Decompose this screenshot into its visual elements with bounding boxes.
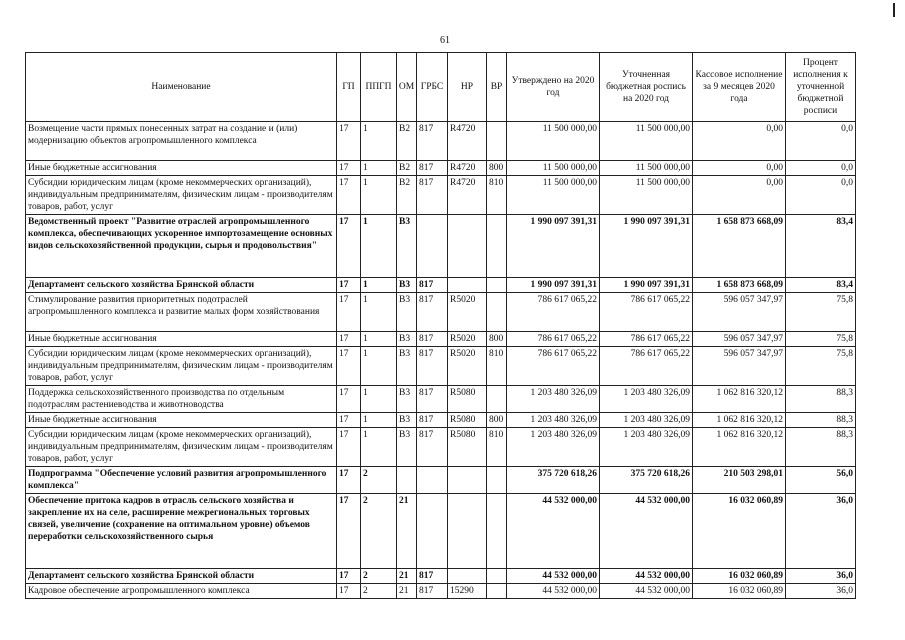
row-approved: 44 532 000,00 bbox=[507, 494, 600, 569]
row-om: В3 bbox=[397, 293, 417, 332]
row-ppgp: 1 bbox=[361, 122, 397, 161]
row-cash: 1 062 816 320,12 bbox=[693, 386, 786, 413]
table-row bbox=[26, 494, 856, 569]
table-row bbox=[26, 122, 856, 161]
row-ppgp: 1 bbox=[361, 428, 397, 467]
row-vr: 800 bbox=[487, 332, 507, 347]
row-name: Ведомственный проект "Развитие отраслей агропромышленного комплекса, обеспечивающих ускоренное импортозамещение основных видов сельскохозяйственной продукции, сырья и продовольствия" bbox=[26, 215, 337, 278]
row-np: R5020 bbox=[448, 293, 487, 332]
row-cash: 16 032 060,89 bbox=[693, 584, 786, 599]
row-grbs: 817 bbox=[417, 347, 448, 386]
row-cash: 596 057 347,97 bbox=[693, 332, 786, 347]
row-percent: 88,3 bbox=[786, 386, 856, 413]
row-name: Департамент сельского хозяйства Брянской области bbox=[26, 278, 337, 293]
row-percent: 88,3 bbox=[786, 428, 856, 467]
row-gp: 17 bbox=[337, 293, 361, 332]
row-percent: 36,0 bbox=[786, 584, 856, 599]
row-cash: 596 057 347,97 bbox=[693, 293, 786, 332]
row-vr: 800 bbox=[487, 413, 507, 428]
row-percent: 83,4 bbox=[786, 215, 856, 278]
row-cash: 0,00 bbox=[693, 122, 786, 161]
row-approved: 786 617 065,22 bbox=[507, 293, 600, 332]
row-gp: 17 bbox=[337, 176, 361, 215]
row-om: В3 bbox=[397, 413, 417, 428]
table-row bbox=[26, 386, 856, 413]
table-row bbox=[26, 347, 856, 386]
row-grbs: 817 bbox=[417, 122, 448, 161]
row-om: В3 bbox=[397, 386, 417, 413]
row-ppgp: 2 bbox=[361, 584, 397, 599]
header-cash: Кассовое исполнение за 9 месяцев 2020 года bbox=[693, 53, 786, 122]
row-vr: 810 bbox=[487, 176, 507, 215]
row-approved: 1 203 480 326,09 bbox=[507, 386, 600, 413]
table-row bbox=[26, 215, 856, 278]
row-vr bbox=[487, 293, 507, 332]
row-ppgp: 1 bbox=[361, 278, 397, 293]
row-refined: 44 532 000,00 bbox=[600, 569, 693, 584]
row-refined: 11 500 000,00 bbox=[600, 161, 693, 176]
row-om: 21 bbox=[397, 584, 417, 599]
row-om: 21 bbox=[397, 494, 417, 569]
row-cash: 16 032 060,89 bbox=[693, 569, 786, 584]
row-approved: 1 990 097 391,31 bbox=[507, 278, 600, 293]
edge-mark bbox=[893, 3, 895, 17]
row-approved: 44 532 000,00 bbox=[507, 584, 600, 599]
header-gp: ГП bbox=[337, 53, 361, 122]
row-np bbox=[448, 278, 487, 293]
row-ppgp: 2 bbox=[361, 569, 397, 584]
row-cash: 1 658 873 668,09 bbox=[693, 215, 786, 278]
row-vr bbox=[487, 584, 507, 599]
row-name: Стимулирование развития приоритетных подотраслей агропромышленного комплекса и развитие малых форм хозяйствования bbox=[26, 293, 337, 332]
row-approved: 1 990 097 391,31 bbox=[507, 215, 600, 278]
table-row bbox=[26, 569, 856, 584]
row-cash: 596 057 347,97 bbox=[693, 347, 786, 386]
row-percent: 0,0 bbox=[786, 176, 856, 215]
row-refined: 44 532 000,00 bbox=[600, 494, 693, 569]
row-om: В3 bbox=[397, 428, 417, 467]
row-gp: 17 bbox=[337, 569, 361, 584]
row-np: R5020 bbox=[448, 332, 487, 347]
row-refined: 375 720 618,26 bbox=[600, 467, 693, 494]
header-vr: ВР bbox=[487, 53, 507, 122]
row-grbs: 817 bbox=[417, 161, 448, 176]
row-om: В3 bbox=[397, 347, 417, 386]
row-np: 15290 bbox=[448, 584, 487, 599]
row-np: R5080 bbox=[448, 413, 487, 428]
row-percent: 36,0 bbox=[786, 569, 856, 584]
row-grbs: 817 bbox=[417, 293, 448, 332]
row-approved: 1 203 480 326,09 bbox=[507, 413, 600, 428]
row-name: Иные бюджетные ассигнования bbox=[26, 332, 337, 347]
row-vr bbox=[487, 278, 507, 293]
header-refined: Уточненная бюджетная роспись на 2020 год bbox=[600, 53, 693, 122]
header-name: Наименование bbox=[26, 53, 337, 122]
row-cash: 1 658 873 668,09 bbox=[693, 278, 786, 293]
row-percent: 75,8 bbox=[786, 293, 856, 332]
header-row bbox=[26, 53, 856, 122]
row-cash: 210 503 298,01 bbox=[693, 467, 786, 494]
row-refined: 1 203 480 326,09 bbox=[600, 386, 693, 413]
row-percent: 0,0 bbox=[786, 161, 856, 176]
row-vr bbox=[487, 569, 507, 584]
page-number: 61 bbox=[440, 35, 450, 46]
row-om: В3 bbox=[397, 215, 417, 278]
row-grbs: 817 bbox=[417, 386, 448, 413]
row-np bbox=[448, 467, 487, 494]
row-cash: 1 062 816 320,12 bbox=[693, 428, 786, 467]
row-cash: 1 062 816 320,12 bbox=[693, 413, 786, 428]
row-name: Поддержка сельскохозяйственного производства по отдельным подотраслям растениеводства и животноводства bbox=[26, 386, 337, 413]
row-grbs: 817 bbox=[417, 278, 448, 293]
row-vr: 810 bbox=[487, 347, 507, 386]
row-name: Субсидии юридическим лицам (кроме некоммерческих организаций), индивидуальным предпринимателям, физическим лицам - производителям товаров, работ, услуг bbox=[26, 347, 337, 386]
row-ppgp: 1 bbox=[361, 347, 397, 386]
row-refined: 1 203 480 326,09 bbox=[600, 413, 693, 428]
row-ppgp: 1 bbox=[361, 215, 397, 278]
row-np: R5080 bbox=[448, 428, 487, 467]
table-row bbox=[26, 278, 856, 293]
header-percent: Процент исполнения к уточненной бюджетной росписи bbox=[786, 53, 856, 122]
row-approved: 375 720 618,26 bbox=[507, 467, 600, 494]
budget-table bbox=[25, 52, 856, 599]
row-refined: 786 617 065,22 bbox=[600, 293, 693, 332]
row-vr bbox=[487, 467, 507, 494]
row-gp: 17 bbox=[337, 494, 361, 569]
row-cash: 0,00 bbox=[693, 161, 786, 176]
row-om: В2 bbox=[397, 161, 417, 176]
row-om: В3 bbox=[397, 332, 417, 347]
row-cash: 16 032 060,89 bbox=[693, 494, 786, 569]
row-gp: 17 bbox=[337, 215, 361, 278]
row-refined: 1 990 097 391,31 bbox=[600, 278, 693, 293]
row-refined: 786 617 065,22 bbox=[600, 347, 693, 386]
header-ppgp: ППГП bbox=[361, 53, 397, 122]
row-grbs bbox=[417, 215, 448, 278]
table-row bbox=[26, 161, 856, 176]
row-percent: 83,4 bbox=[786, 278, 856, 293]
row-grbs bbox=[417, 494, 448, 569]
row-np bbox=[448, 494, 487, 569]
row-vr bbox=[487, 386, 507, 413]
row-percent: 36,0 bbox=[786, 494, 856, 569]
row-vr bbox=[487, 122, 507, 161]
row-vr: 800 bbox=[487, 161, 507, 176]
row-refined: 1 203 480 326,09 bbox=[600, 428, 693, 467]
table-row bbox=[26, 428, 856, 467]
header-om: ОМ bbox=[397, 53, 417, 122]
row-vr: 810 bbox=[487, 428, 507, 467]
row-om: В3 bbox=[397, 278, 417, 293]
row-approved: 786 617 065,22 bbox=[507, 347, 600, 386]
row-grbs: 817 bbox=[417, 176, 448, 215]
row-ppgp: 2 bbox=[361, 467, 397, 494]
row-gp: 17 bbox=[337, 278, 361, 293]
row-name: Подпрограмма "Обеспечение условий развития агропромышленного комплекса" bbox=[26, 467, 337, 494]
table-row bbox=[26, 413, 856, 428]
table-row bbox=[26, 467, 856, 494]
row-percent: 75,8 bbox=[786, 332, 856, 347]
row-ppgp: 1 bbox=[361, 332, 397, 347]
row-cash: 0,00 bbox=[693, 176, 786, 215]
row-percent: 75,8 bbox=[786, 347, 856, 386]
row-vr bbox=[487, 215, 507, 278]
row-refined: 11 500 000,00 bbox=[600, 122, 693, 161]
table-row bbox=[26, 332, 856, 347]
row-name: Возмещение части прямых понесенных затрат на создание и (или) модернизацию объектов агропромышленного комплекса bbox=[26, 122, 337, 161]
row-gp: 17 bbox=[337, 347, 361, 386]
row-grbs: 817 bbox=[417, 332, 448, 347]
row-percent: 88,3 bbox=[786, 413, 856, 428]
row-ppgp: 1 bbox=[361, 176, 397, 215]
row-approved: 1 203 480 326,09 bbox=[507, 428, 600, 467]
row-grbs bbox=[417, 467, 448, 494]
row-grbs: 817 bbox=[417, 428, 448, 467]
table-row bbox=[26, 176, 856, 215]
row-ppgp: 1 bbox=[361, 161, 397, 176]
row-name: Обеспечение притока кадров в отрасль сельского хозяйства и закрепление их на селе, расширение межрегиональных торговых связей, увеличение (сохранение на оптимальном уровне) объемов переработки сельскохозяйственного сырья bbox=[26, 494, 337, 569]
table-row bbox=[26, 293, 856, 332]
row-gp: 17 bbox=[337, 332, 361, 347]
row-gp: 17 bbox=[337, 584, 361, 599]
row-name: Департамент сельского хозяйства Брянской области bbox=[26, 569, 337, 584]
row-grbs: 817 bbox=[417, 413, 448, 428]
row-refined: 786 617 065,22 bbox=[600, 332, 693, 347]
row-name: Кадровое обеспечение агропромышленного комплекса bbox=[26, 584, 337, 599]
row-om: В2 bbox=[397, 176, 417, 215]
row-om: В2 bbox=[397, 122, 417, 161]
row-name: Субсидии юридическим лицам (кроме некоммерческих организаций), индивидуальным предпринимателям, физическим лицам - производителям товаров, работ, услуг bbox=[26, 176, 337, 215]
row-approved: 786 617 065,22 bbox=[507, 332, 600, 347]
row-name: Иные бюджетные ассигнования bbox=[26, 161, 337, 176]
row-np bbox=[448, 215, 487, 278]
header-approved: Утверждено на 2020 год bbox=[507, 53, 600, 122]
row-refined: 1 990 097 391,31 bbox=[600, 215, 693, 278]
row-ppgp: 1 bbox=[361, 413, 397, 428]
row-approved: 11 500 000,00 bbox=[507, 176, 600, 215]
row-np: R5080 bbox=[448, 386, 487, 413]
row-refined: 44 532 000,00 bbox=[600, 584, 693, 599]
row-np: R4720 bbox=[448, 176, 487, 215]
row-grbs: 817 bbox=[417, 584, 448, 599]
row-gp: 17 bbox=[337, 122, 361, 161]
row-refined: 11 500 000,00 bbox=[600, 176, 693, 215]
row-name: Субсидии юридическим лицам (кроме некоммерческих организаций), индивидуальным предпринимателям, физическим лицам - производителям товаров, работ, услуг bbox=[26, 428, 337, 467]
row-om bbox=[397, 467, 417, 494]
row-approved: 11 500 000,00 bbox=[507, 161, 600, 176]
row-gp: 17 bbox=[337, 467, 361, 494]
row-om: 21 bbox=[397, 569, 417, 584]
row-ppgp: 2 bbox=[361, 494, 397, 569]
row-ppgp: 1 bbox=[361, 293, 397, 332]
row-gp: 17 bbox=[337, 428, 361, 467]
header-grbs: ГРБС bbox=[417, 53, 448, 122]
table-row bbox=[26, 584, 856, 599]
row-vr bbox=[487, 494, 507, 569]
row-np bbox=[448, 569, 487, 584]
row-gp: 17 bbox=[337, 413, 361, 428]
row-np: R5020 bbox=[448, 347, 487, 386]
row-name: Иные бюджетные ассигнования bbox=[26, 413, 337, 428]
row-gp: 17 bbox=[337, 386, 361, 413]
row-percent: 0,0 bbox=[786, 122, 856, 161]
row-ppgp: 1 bbox=[361, 386, 397, 413]
row-gp: 17 bbox=[337, 161, 361, 176]
row-approved: 11 500 000,00 bbox=[507, 122, 600, 161]
header-np: НР bbox=[448, 53, 487, 122]
row-np: R4720 bbox=[448, 122, 487, 161]
row-grbs: 817 bbox=[417, 569, 448, 584]
row-percent: 56,0 bbox=[786, 467, 856, 494]
row-np: R4720 bbox=[448, 161, 487, 176]
row-approved: 44 532 000,00 bbox=[507, 569, 600, 584]
